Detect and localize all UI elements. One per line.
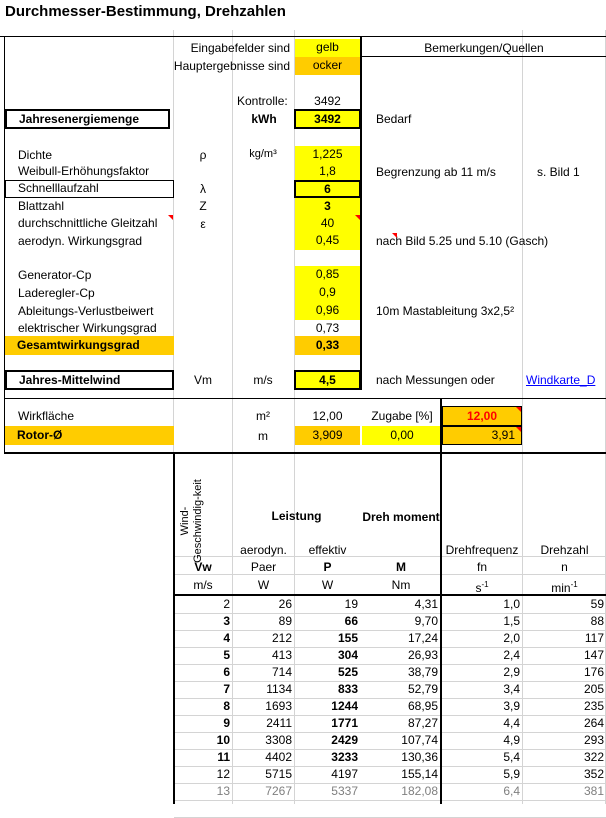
cell-m: 87,27 [407,716,438,730]
cell-fn: 2,4 [503,648,520,662]
cell-p: 304 [337,648,358,662]
unit-fn: $s^{-1}$ [475,580,489,595]
cell-n: 352 [583,767,604,781]
area-value: 12,00 [312,409,343,423]
schnelllauf-label: Schnelllaufzahl [5,180,174,198]
windkarte-link[interactable]: Windkarte_D [526,373,596,387]
area-unit: m² [256,409,270,423]
cell-n: 293 [583,733,604,747]
gleitzahl-input[interactable]: 40 [295,215,360,232]
cell-m: 52,79 [407,682,438,696]
cell-p: 3233 [331,750,358,764]
rotor-value: 3,909 [295,426,360,445]
cell-vw: 4 [223,631,230,645]
cell-p: 155 [337,631,358,645]
cell-fn: 4,4 [503,716,520,730]
cell-paer: 89 [278,614,292,628]
cell-vw: 9 [223,716,230,730]
elektrisch-value: 0,73 [315,321,340,335]
generator-label: Generator-Cp [18,268,92,282]
dichte-unit: kg/m³ [249,148,277,160]
rotor-result: 3,91 [442,426,522,445]
dichte-symbol: ρ [199,148,207,162]
cell-vw: 11 [217,750,230,764]
symbol-n: n [561,560,568,574]
wind-input[interactable]: 4,5 [294,370,361,390]
header-effektiv: effektiv [308,543,347,557]
wind-remark: nach Messungen oder [376,373,495,387]
blattzahl-label: Blattzahl [18,199,65,213]
ableitung-remark: 10m Mastableitung 3x2,5² [376,304,515,318]
comment-marker[interactable] [168,215,173,220]
cell-vw: 10 [216,733,230,747]
remarks-separator [360,36,362,390]
cell-paer: 1134 [266,682,292,696]
blattzahl-symbol: Z [199,199,207,213]
cell-n: 147 [583,648,604,662]
cell-p: 833 [337,682,358,696]
dichte-label: Dichte [18,148,53,162]
unit-n: $\min^{-1}$ [551,580,578,595]
left-border [4,36,5,454]
symbol-paer: Paer [250,560,277,574]
zugabe-input[interactable]: 0,00 [362,426,442,445]
remarks-header: Bemerkungen/Quellen [424,41,544,55]
cell-n: 117 [584,631,604,645]
gesamt-label: Gesamtwirkungsgrad [5,336,174,355]
cell-paer: 1693 [265,699,292,713]
cell-n: 59 [590,597,604,611]
comment-marker[interactable] [392,233,397,238]
cell-fn: 5,4 [503,750,520,764]
cell-p: 66 [344,614,358,628]
symbol-m: M [396,560,406,574]
cell-n: 205 [583,682,604,696]
cell-m: 9,70 [414,614,438,628]
generator-input[interactable]: 0,85 [295,266,360,284]
cell-vw: 2 [223,597,230,611]
kontrolle-label: Kontrolle: [237,94,288,108]
unit-vw: m/s [193,578,213,592]
sheet-title: Durchmesser-Bestimmung, Drehzahlen [5,3,286,20]
laderegler-label: Laderegler-Cp [18,286,95,300]
cell-vw: 8 [223,699,230,713]
kontrolle-value: 3492 [314,94,341,108]
gesamt-result: 0,33 [295,336,360,355]
cell-fn: 3,4 [503,682,520,696]
cell-p: 1244 [331,699,358,713]
ableitung-label: Ableitungs-Verlustbeiwert [18,304,154,318]
elektrisch-label: elektrischer Wirkungsgrad [18,321,157,335]
cell-p: 19 [344,597,358,611]
section-divider [4,398,606,399]
cell-vw: 6 [223,665,230,679]
header-aerodyn: aerodyn. [240,543,287,557]
cell-m: 4,31 [414,597,438,611]
schnelllauf-input[interactable]: 6 [294,180,361,198]
cell-vw: 7 [223,682,230,696]
header-drehmoment: Dreh moment [362,510,440,524]
legend-result-color: ocker [295,57,360,75]
cell-n: 235 [583,699,604,713]
aero-label: aerodyn. Wirkungsgrad [18,234,143,248]
cell-paer: 4402 [265,750,292,764]
gleitzahl-symbol: ε [200,217,206,231]
symbol-p: P [323,560,332,574]
cell-vw: 5 [223,648,230,662]
cell-paer: 5715 [265,767,292,781]
cell-paer: 7267 [265,784,292,798]
wind-unit: m/s [253,373,273,387]
aero-input[interactable]: 0,45 [295,232,360,250]
weibull-input[interactable]: 1,8 [295,163,360,180]
area-override: 12,00 [442,406,522,426]
cell-fn: 2,9 [503,665,520,679]
cell-m: 38,79 [407,665,438,679]
comment-marker[interactable] [355,215,360,220]
cell-m: 182,08 [401,784,438,798]
cell-fn: 4,9 [503,733,520,747]
cell-p: 1771 [331,716,358,730]
cell-paer: 26 [278,597,292,611]
rotor-label: Rotor-Ø [5,426,174,445]
cell-vw: 12 [216,767,230,781]
cell-paer: 714 [271,665,292,679]
legend-input-color: gelb [295,39,360,57]
cell-m: 155,14 [401,767,438,781]
cell-p: 4197 [331,767,358,781]
cell-m: 130,36 [401,750,438,764]
dichte-input[interactable]: 1,225 [295,146,360,163]
comment-marker[interactable] [516,427,521,432]
energy-unit: kWh [251,112,277,126]
energy-input[interactable]: 3492 [294,109,361,129]
cell-vw: 13 [216,784,230,798]
unit-paer: W [257,578,270,592]
wind-label: Jahres-Mittelwind [5,370,174,390]
title-divider [0,36,606,37]
cell-paer: 413 [271,648,292,662]
grid-line [174,800,606,801]
cell-n: 264 [583,716,604,730]
symbol-fn: fn [476,560,487,574]
gleitzahl-label: durchschnittliche Gleitzahl [18,216,158,230]
weibull-remark-bild: s. Bild 1 [537,165,580,179]
weibull-label: Weibull-Erhöhungsfaktor [18,164,150,178]
cell-paer: 212 [271,631,292,645]
header-leistung: Leistung [271,509,322,523]
laderegler-input[interactable]: 0,9 [295,284,360,302]
header-drehzahl: Drehzahl [540,543,589,557]
ableitung-input[interactable]: 0,96 [295,302,360,320]
cell-fn: 3,9 [503,699,520,713]
cell-m: 26,93 [407,648,438,662]
cell-m: 68,95 [407,699,438,713]
unit-m: Nm [391,578,411,592]
table-top-border [4,452,606,454]
cell-m: 107,74 [401,733,438,747]
energy-label: Jahresenergiemenge [5,109,170,129]
comment-marker[interactable] [516,407,521,412]
cell-paer: 3308 [265,733,292,747]
zugabe-label: Zugabe [%] [371,409,433,423]
schnelllauf-symbol: λ [200,182,206,196]
unit-p: W [321,578,334,592]
cell-fn: 5,9 [503,767,520,781]
weibull-remark: Begrenzung ab 11 m/s [376,165,496,179]
cell-n: 322 [583,750,604,764]
cell-p: 2429 [331,733,358,747]
aero-remark: nach Bild 5.25 und 5.10 (Gasch) [376,234,549,248]
cell-fn: 2,0 [503,631,520,645]
cell-fn: 1,5 [503,614,520,628]
cell-p: 525 [337,665,358,679]
area-label: Wirkfläche [18,409,75,423]
cell-fn: 1,0 [503,597,520,611]
cell-n: 88 [590,614,604,628]
cell-fn: 6,4 [503,784,520,798]
cell-n: 176 [583,665,604,679]
legend-result-label: Hauptergebnisse sind [173,59,290,73]
legend-input-label: Eingabefelder sind [190,41,290,55]
cell-m: 17,24 [407,631,438,645]
blattzahl-input[interactable]: 3 [295,198,360,215]
header-wind-speed: Wind-Geschwindig-keit [179,479,204,563]
wind-symbol: Vm [194,373,212,387]
energy-remark: Bedarf [376,112,412,126]
cell-p: 5337 [331,784,358,798]
cell-n: 381 [583,784,604,798]
cell-vw: 3 [223,614,230,628]
cell-paer: 2411 [266,716,292,730]
remarks-header-underline [362,56,606,57]
symbol-vw: Vw [194,560,212,574]
rotor-unit: m [258,429,268,443]
header-drehfrequenz: Drehfrequenz [445,543,519,557]
